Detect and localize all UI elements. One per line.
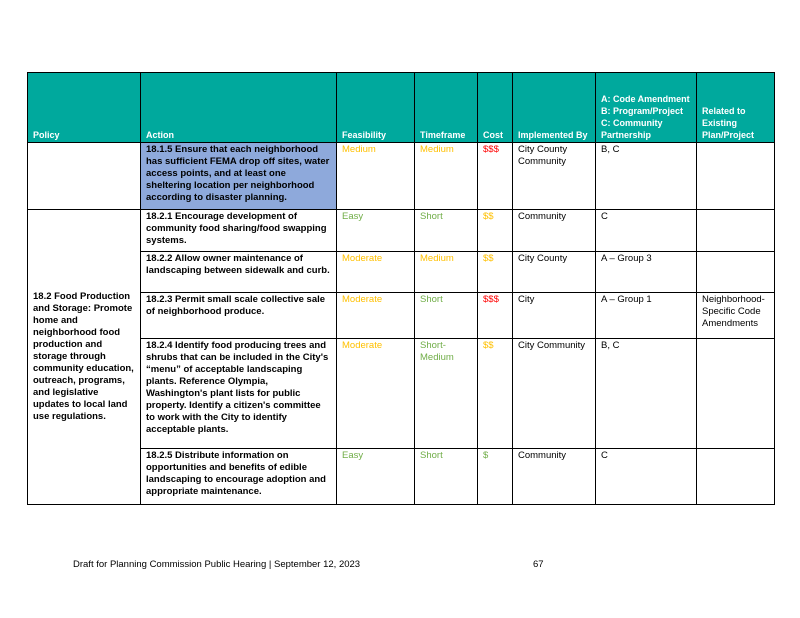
header-feasibility: Feasibility [337,73,415,143]
cost-cell: $$$ [478,293,513,339]
policy-cell: 18.2 Food Production and Storage: Promote home and neighborhood food production and storage through community education, outreach, programs, and legislative updates to local land use regulations. [28,210,141,505]
code-cell: A – Group 3 [596,252,697,293]
header-cost: Cost [478,73,513,143]
code-cell: C [596,449,697,505]
page-number: 67 [533,559,544,570]
code-cell: B, C [596,143,697,210]
implemented-by-cell: City [513,293,596,339]
action-cell: 18.2.5 Distribute information on opportunities and benefits of edible landscaping to encourage adoption and appropriate maintenance. [141,449,337,505]
timeframe-cell: Short [415,293,478,339]
related-cell [697,143,775,210]
cost-cell: $$ [478,252,513,293]
action-cell: 18.1.5 Ensure that each neighborhood has sufficient FEMA drop off sites, water access points, and at least one sheltering location per neighborhood according to disaster planning. [141,143,337,210]
table-row [28,449,775,505]
code-cell: A – Group 1 [596,293,697,339]
action-cell: 18.2.3 Permit small scale collective sale of neighborhood produce. [141,293,337,339]
feasibility-cell: Moderate [337,252,415,293]
table-row [28,210,775,252]
header-timeframe: Timeframe [415,73,478,143]
cost-cell: $ [478,449,513,505]
header-related: Related to Existing Plan/Project [697,73,775,143]
action-cell: 18.2.4 Identify food producing trees and shrubs that can be included in the City's “menu” of acceptable landscaping plants. Reference Olympia, Washington's plant lists for public property. Identify a citizen's committee to work with the City to identify acceptable plants. [141,339,337,449]
table-row [28,339,775,449]
implemented-by-cell: Community [513,449,596,505]
table-row [28,252,775,293]
timeframe-cell: Short [415,449,478,505]
related-cell [697,210,775,252]
header-action: Action [141,73,337,143]
header-code-amendment: A: Code Amendment B: Program/Project C: Community Partnership [596,73,697,143]
feasibility-cell: Moderate [337,293,415,339]
timeframe-cell: Medium [415,252,478,293]
cost-cell: $$ [478,210,513,252]
action-plan-table [27,72,775,505]
code-cell: B, C [596,339,697,449]
table-header-row [28,73,775,143]
related-cell [697,339,775,449]
implemented-by-cell: City County Community [513,143,596,210]
related-cell: Neighborhood-Specific Code Amendments [697,293,775,339]
related-cell [697,449,775,505]
cost-cell: $$$ [478,143,513,210]
cost-cell: $$ [478,339,513,449]
related-cell [697,252,775,293]
action-cell: 18.2.2 Allow owner maintenance of landscaping between sidewalk and curb. [141,252,337,293]
feasibility-cell: Moderate [337,339,415,449]
implemented-by-cell: Community [513,210,596,252]
feasibility-cell: Medium [337,143,415,210]
footer-text: Draft for Planning Commission Public Hearing | September 12, 2023 [73,559,361,570]
timeframe-cell: Medium [415,143,478,210]
header-policy: Policy [28,73,141,143]
feasibility-cell: Easy [337,449,415,505]
action-cell: 18.2.1 Encourage development of community food sharing/food swapping systems. [141,210,337,252]
timeframe-cell: Short [415,210,478,252]
implemented-by-cell: City County [513,252,596,293]
code-cell: C [596,210,697,252]
table-row [28,143,775,210]
policy-cell-empty [28,143,141,210]
table-row [28,293,775,339]
implemented-by-cell: City Community [513,339,596,449]
header-implemented-by: Implemented By [513,73,596,143]
timeframe-cell: Short-Medium [415,339,478,449]
feasibility-cell: Easy [337,210,415,252]
